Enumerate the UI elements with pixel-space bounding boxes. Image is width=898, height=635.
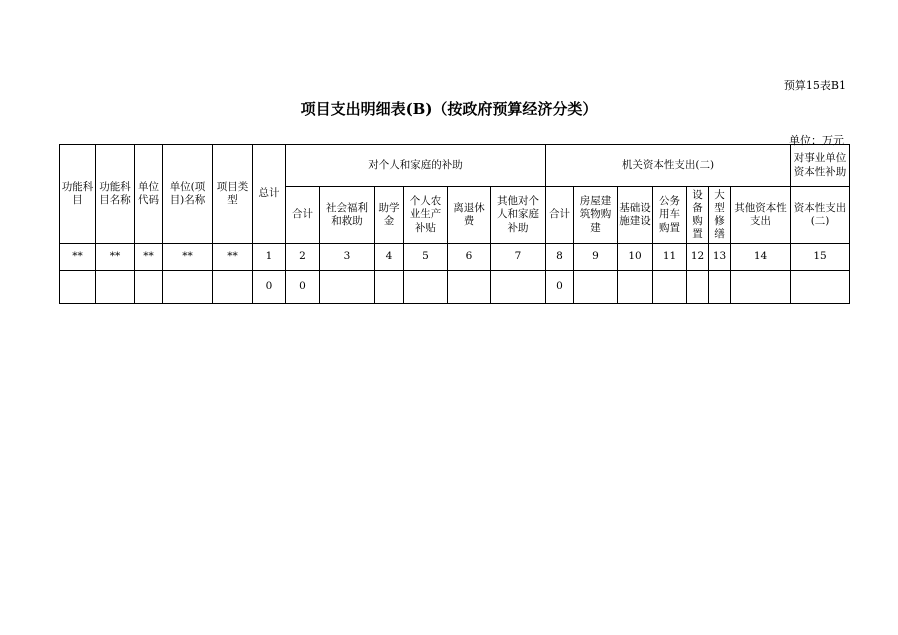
index-cell: 5 xyxy=(404,244,448,271)
subheader-cell: 设备购置 xyxy=(687,187,709,244)
subheader-cell: 基础设施建设 xyxy=(618,187,653,244)
header-cell: 总计 xyxy=(253,145,286,244)
index-cell: 10 xyxy=(618,244,653,271)
index-cell: ** xyxy=(135,244,163,271)
data-cell xyxy=(653,271,687,304)
index-row xyxy=(60,244,850,271)
subheader-cell: 资本性支出(二) xyxy=(791,187,850,244)
page-title: 项目支出明细表(B)（按政府预算经济分类） xyxy=(300,100,598,118)
index-cell: 12 xyxy=(687,244,709,271)
header-cell: 单位(项目)名称 xyxy=(163,145,213,244)
data-cell xyxy=(791,271,850,304)
data-row xyxy=(60,271,850,304)
data-cell xyxy=(404,271,448,304)
index-cell: 4 xyxy=(375,244,404,271)
budget-table xyxy=(59,144,850,304)
data-cell xyxy=(731,271,791,304)
header-cell: 功能科目名称 xyxy=(96,145,135,244)
data-cell: 0 xyxy=(546,271,574,304)
index-cell: 8 xyxy=(546,244,574,271)
index-cell: 1 xyxy=(253,244,286,271)
form-code: 预算15表B1 xyxy=(783,79,846,92)
index-cell: 6 xyxy=(448,244,491,271)
data-cell xyxy=(709,271,731,304)
data-cell xyxy=(687,271,709,304)
data-cell xyxy=(491,271,546,304)
index-cell: 3 xyxy=(320,244,375,271)
index-cell: ** xyxy=(213,244,253,271)
data-cell xyxy=(618,271,653,304)
data-cell xyxy=(320,271,375,304)
subheader-cell: 其他对个人和家庭补助 xyxy=(491,187,546,244)
data-cell xyxy=(574,271,618,304)
header-cell: 单位代码 xyxy=(135,145,163,244)
subheader-cell: 个人农业生产补贴 xyxy=(404,187,448,244)
data-cell xyxy=(163,271,213,304)
unit-label: 单位：万元 xyxy=(789,134,844,147)
subheader-cell: 大型修缮 xyxy=(709,187,731,244)
header-row-groups xyxy=(60,145,850,187)
subheader-cell: 社会福利和救助 xyxy=(320,187,375,244)
index-cell: ** xyxy=(60,244,96,271)
subheader-cell: 离退休费 xyxy=(448,187,491,244)
data-cell xyxy=(448,271,491,304)
index-cell: 13 xyxy=(709,244,731,271)
index-cell: ** xyxy=(96,244,135,271)
data-cell: 0 xyxy=(286,271,320,304)
group-header: 对事业单位资本性补助 xyxy=(791,145,850,187)
subheader-cell: 助学金 xyxy=(375,187,404,244)
index-cell: ** xyxy=(163,244,213,271)
index-cell: 7 xyxy=(491,244,546,271)
data-cell xyxy=(60,271,96,304)
subheader-cell: 合计 xyxy=(546,187,574,244)
subheader-cell: 其他资本性支出 xyxy=(731,187,791,244)
header-cell: 功能科目 xyxy=(60,145,96,244)
data-cell xyxy=(213,271,253,304)
header-cell: 项目类型 xyxy=(213,145,253,244)
data-cell xyxy=(135,271,163,304)
data-cell: 0 xyxy=(253,271,286,304)
subheader-cell: 合计 xyxy=(286,187,320,244)
subheader-cell: 房屋建筑物购建 xyxy=(574,187,618,244)
index-cell: 14 xyxy=(731,244,791,271)
group-header: 机关资本性支出(二) xyxy=(546,145,791,187)
group-header: 对个人和家庭的补助 xyxy=(286,145,546,187)
index-cell: 2 xyxy=(286,244,320,271)
index-cell: 11 xyxy=(653,244,687,271)
index-cell: 15 xyxy=(791,244,850,271)
subheader-cell: 公务用车购置 xyxy=(653,187,687,244)
index-cell: 9 xyxy=(574,244,618,271)
data-cell xyxy=(375,271,404,304)
data-cell xyxy=(96,271,135,304)
